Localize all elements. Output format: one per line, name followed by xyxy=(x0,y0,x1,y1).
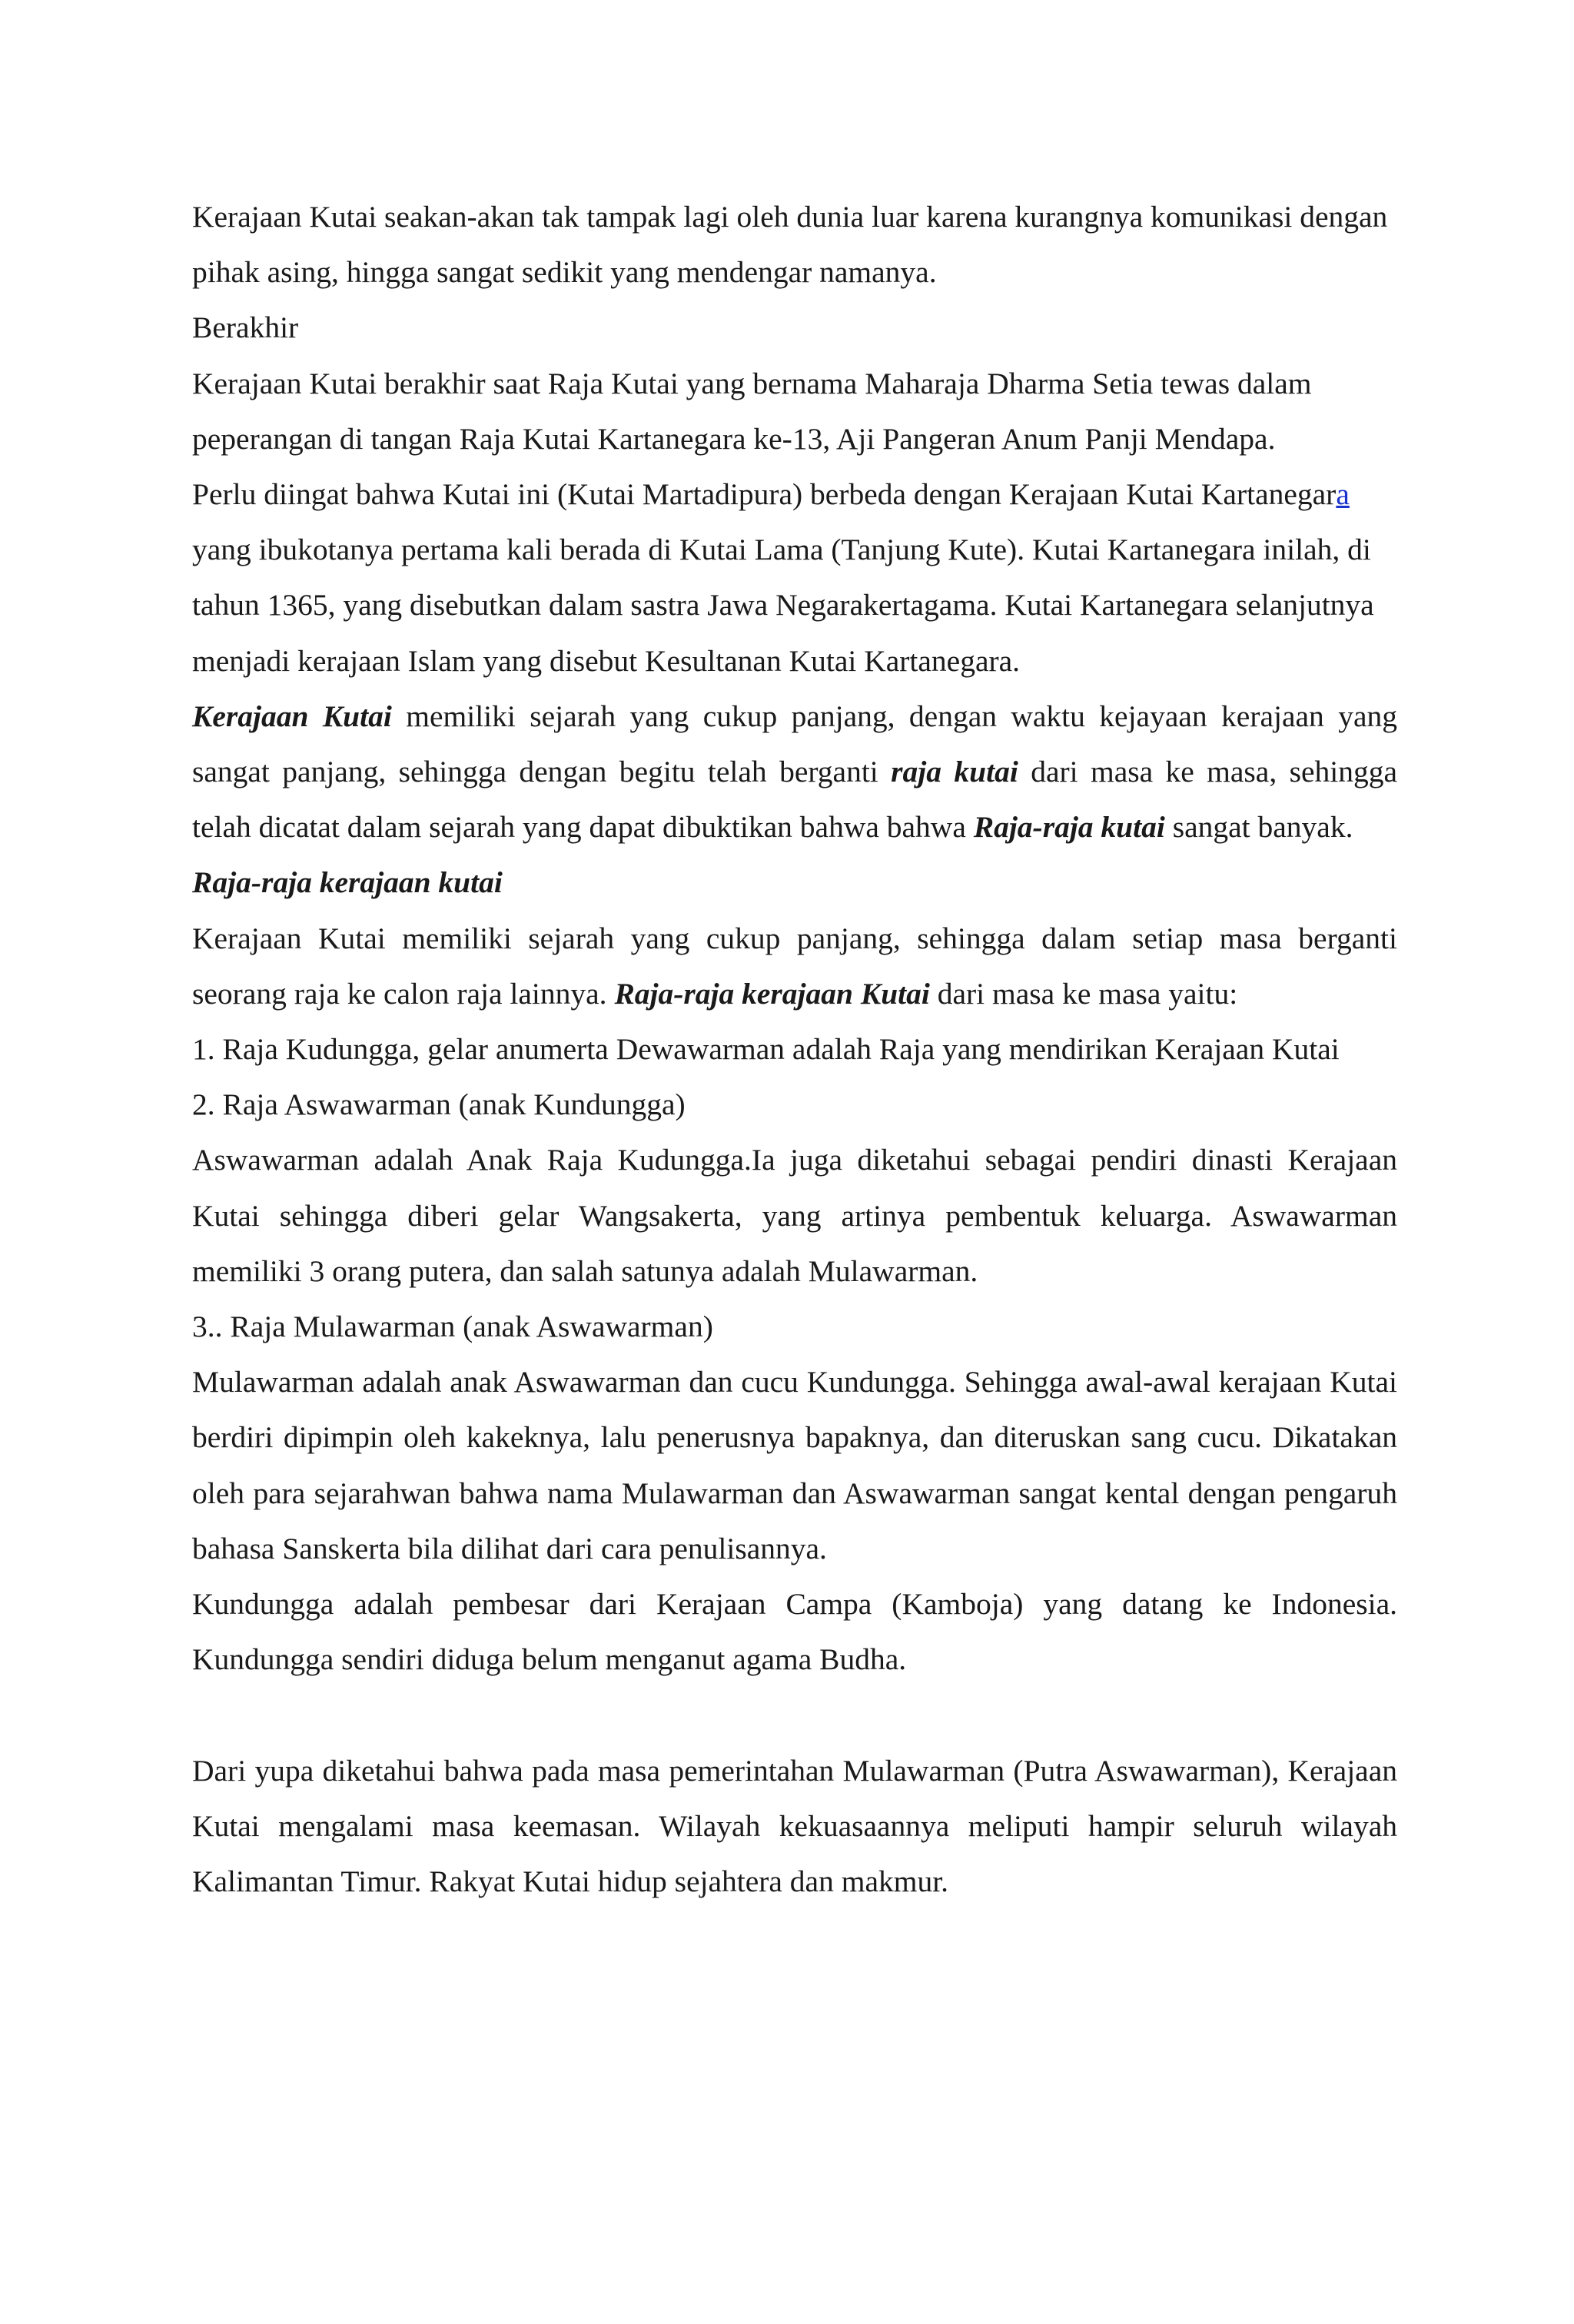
paragraph-yupa: Dari yupa diketahui bahwa pada masa pemerintahan Mulawarman (Putra Aswawarman), Kerajaan Kutai mengalami masa keemasan. Wilayah kekuasaannya meliputi hampir seluruh wilayah Kalimantan Timur. Rakyat Kutai hidup sejahtera dan makmur. xyxy=(192,1753,1397,1899)
paragraph-sejarah-text-3: sangat banyak. xyxy=(1164,810,1353,845)
document-body xyxy=(192,189,1397,1909)
paragraph-kartanegara-text-b: yang ibukotanya pertama kali berada di Kutai Lama (Tanjung Kute). Kutai Kartanegara inilah, di tahun 1365, yang disebutkan dalam sastra Jawa Negarakertagama. Kutai Kartanegara selanjutnya menjadi kerajaan Islam yang disebut Kesultanan Kutai Kartanegara. xyxy=(192,533,1374,678)
emphasis-kerajaan-kutai: Kerajaan Kutai xyxy=(192,699,392,733)
paragraph-berakhir: Kerajaan Kutai berakhir saat Raja Kutai yang bernama Maharaja Dharma Setia tewas dalam peperangan di tangan Raja Kutai Kartanegara ke-13, Aji Pangeran Anum Panji Mendapa. xyxy=(192,366,1312,456)
paragraph-kundungga: Kundungga adalah pembesar dari Kerajaan Campa (Kamboja) yang datang ke Indonesia. Kundungga sendiri diduga belum menganut agama Budha. xyxy=(192,1587,1397,1677)
paragraph-intro: Kerajaan Kutai seakan-akan tak tampak lagi oleh dunia luar karena kurangnya komunikasi dengan pihak asing, hingga sangat sedikit yang mendengar namanya. xyxy=(192,200,1388,290)
list-item-kudungga: 1. Raja Kudungga, gelar anumerta Dewawarman adalah Raja yang mendirikan Kerajaan Kutai xyxy=(192,1032,1340,1067)
paragraph-kartanegara-text-a: Perlu diingat bahwa Kutai ini (Kutai Martadipura) berbeda dengan Kerajaan Kutai Kartanegar xyxy=(192,477,1337,512)
paragraph-sejarah xyxy=(192,689,1397,855)
blank-line xyxy=(192,1687,1397,1742)
heading-berakhir: Berakhir xyxy=(192,310,299,345)
paragraph-raja-raja-text-1: Kerajaan Kutai memiliki sejarah yang cukup panjang, sehingga dalam setiap masa berganti seorang raja ke calon raja lainnya. xyxy=(192,921,1397,1011)
emphasis-raja-raja-kerajaan-kutai: Raja-raja kerajaan Kutai xyxy=(614,976,930,1011)
paragraph-raja-raja-text-2: dari masa ke masa yaitu: xyxy=(929,976,1238,1011)
paragraph-sejarah-text-1: memiliki sejarah yang cukup panjang, dengan waktu kejayaan kerajaan yang sangat panjang, sehingga dengan begitu telah berganti xyxy=(192,699,1397,789)
paragraph-kartanegara xyxy=(192,466,1397,689)
paragraph-mulawarman: Mulawarman adalah anak Aswawarman dan cucu Kundungga. Sehingga awal-awal kerajaan Kutai berdiri dipimpin oleh kakeknya, lalu penerusnya bapaknya, dan diteruskan sang cucu. Dikatakan oleh para sejarahwan bahwa nama Mulawarman dan Aswawarman sangat kental dengan pengaruh bahasa Sanskerta bila dilihat dari cara penulisannya. xyxy=(192,1365,1397,1565)
list-item-mulawarman: 3.. Raja Mulawarman (anak Aswawarman) xyxy=(192,1310,713,1344)
heading-raja-raja: Raja-raja kerajaan kutai xyxy=(192,865,503,900)
paragraph-sejarah-text-2: dari masa ke masa, sehingga telah dicatat dalam sejarah yang dapat dibuktikan bahwa bahwa xyxy=(192,755,1398,845)
kartanegara-link[interactable]: a xyxy=(1336,477,1350,512)
paragraph-raja-raja xyxy=(192,911,1397,1021)
paragraph-aswawarman: Aswawarman adalah Anak Raja Kudungga.Ia juga diketahui sebagai pendiri dinasti Kerajaan Kutai sehingga diberi gelar Wangsakerta, yang artinya pembentuk keluarga. Aswawarman memiliki 3 orang putera, dan salah satunya adalah Mulawarman. xyxy=(192,1143,1397,1288)
emphasis-raja-raja-kutai: Raja-raja kutai xyxy=(973,810,1165,845)
list-item-aswawarman: 2. Raja Aswawarman (anak Kundungga) xyxy=(192,1087,686,1122)
emphasis-raja-kutai: raja kutai xyxy=(891,755,1018,789)
